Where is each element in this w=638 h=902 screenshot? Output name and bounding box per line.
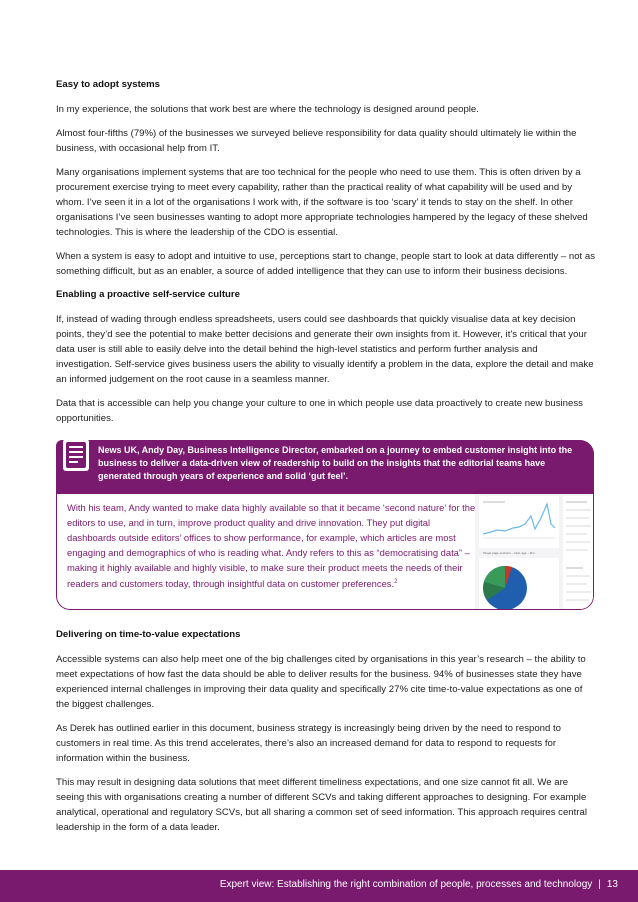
footer-title: Expert view: Establishing the right combination of people, processes and technology [219,879,593,890]
paragraph: In my experience, the solutions that work best are where the technology is designed around people. [56,104,479,115]
footnote-marker: 2 [394,579,398,585]
paragraph: This may result in designing data solutions that meet different timeliness expectations, and one size cannot fit all. We are seeing this with organisations creating a number of different SCVs and taking different approaches to designing. For example analytical, operational and regulatory SCVs, but all sharing a common set of seed information. This approach requires central leadership in the form of a data leader. [56,777,587,833]
case-study-box [56,440,594,610]
dashboard-screenshot-image [475,494,594,610]
section-heading-self-service: Enabling a proactive self-service culture [56,289,240,300]
section-heading-time-to-value: Delivering on time-to-value expectations [56,629,241,640]
case-study-header [56,440,594,494]
case-study-body-copy: With his team, Andy wanted to make data highly available so that it became ‘second nature’ for the editors to use, and in turn, improve product quality and drive innovation. They put digital dashboards outside editors’ offices to show performance, for example, which articles are most engaging and demographics of who is reading what. Andy refers to this as “democratising data” – making it highly available and highly visible, to make sure their product meets the needs of their readers and customers today, through insightful data on customer preferences. [67,502,476,590]
paragraph: Accessible systems can also help meet one of the big challenges cited by organisations in this year’s research – the ability to meet expectations of how fast the data should be able to deliver results for the business. 94% of businesses state they have experienced internal challenges in improving their data quality and specifically 27% cite time-to-value expectations as one of the biggest challenges. [56,654,586,710]
paragraph: When a system is easy to adopt and intuitive to use, perceptions start to change, people start to look at data differently – not as something difficult, but as an enabler, a source of added intelligence that they can use to inform their business decisions. [56,251,595,277]
dashboard-caption: Target page sections – total, age – kfm [483,551,535,555]
paragraph: If, instead of wading through endless spreadsheets, users could see dashboards that quickly visualise data at key decision points, they’d see the potential to make better decisions and generate their own insights from it. However, it’s critical that your data user is still able to easily delve into the detail behind the high-level statistics and perform further analysis and investigation. Self-service gives business users the ability to visually identify a problem in the data, explore the detail and make an informed judgement on the root cause in a seamless manner. [56,314,594,385]
paragraph: Many organisations implement systems that are too technical for the people who need to use them. This is often driven by a procurement exercise trying to meet every capability, rather than the practical reality of what capability will be used and by whom. I’ve seen it in a lot of the organisations I work with, if the software is too ‘scary’ it tends to stay on the shelf. In other organisations I’ve seen businesses wanting to adopt more appropriate technologies hampered by the legacy of these shelved technologies. This is where the leadership of the CDO is essential. [56,167,588,238]
paragraph: Almost four-fifths (79%) of the businesses we surveyed believe responsibility for data quality should ultimately lie within the business, with occasional help from IT. [56,128,577,154]
article-content [56,78,596,844]
page-number: 13 [606,879,618,890]
page-footer [0,870,638,902]
paragraph: Data that is accessible can help you change your culture to one in which people use data proactively to create new business opportunities. [56,398,583,424]
document-icon [60,436,94,474]
case-study-body-text [67,500,481,591]
case-study-body [56,494,594,610]
paragraph: As Derek has outlined earlier in this document, business strategy is increasingly being driven by the need to respond to customers in real time. As this trend accelerates, there’s also an increased demand for data to respond to requests for information within the business. [56,723,562,764]
case-study-header-text: News UK, Andy Day, Business Intelligence Director, embarked on a journey to embed customer insight into the business to deliver a data-driven view of readership to build on the insights that the editorial teams have generated through years of experience and solid ‘gut feel’. [98,445,573,481]
footer-text [220,879,618,890]
section-heading-easy-to-adopt: Easy to adopt systems [56,79,160,90]
footer-separator: | [598,879,601,890]
